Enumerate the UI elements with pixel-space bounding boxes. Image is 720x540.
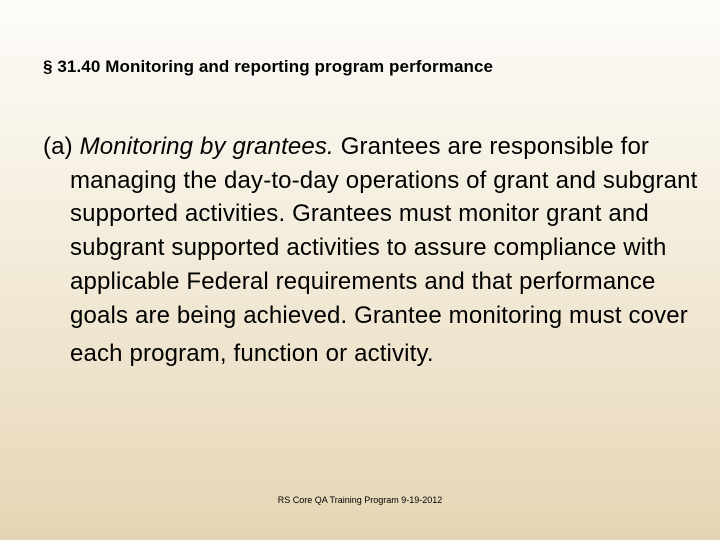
section-heading: § 31.40 Monitoring and reporting program performance (43, 57, 494, 76)
paragraph-last-line: function or activity. (233, 340, 434, 368)
paragraph-a (43, 130, 720, 371)
paragraph-subtitle: Monitoring by grantees. (79, 133, 334, 160)
paragraph-marker: (a) (43, 133, 73, 160)
paragraph-body: Grantees are responsible for managing the day-to-day operations of grant and subgrant supported activities. Grantees must monitor grant and subgrant supported activities to assure compliance with applicable Federal requirements and that performance goals are being achieved. Grantee monitoring must cover each program, (70, 133, 698, 368)
slide-footer: RS Core QA Training Program 9-19-2012 (277, 495, 443, 505)
